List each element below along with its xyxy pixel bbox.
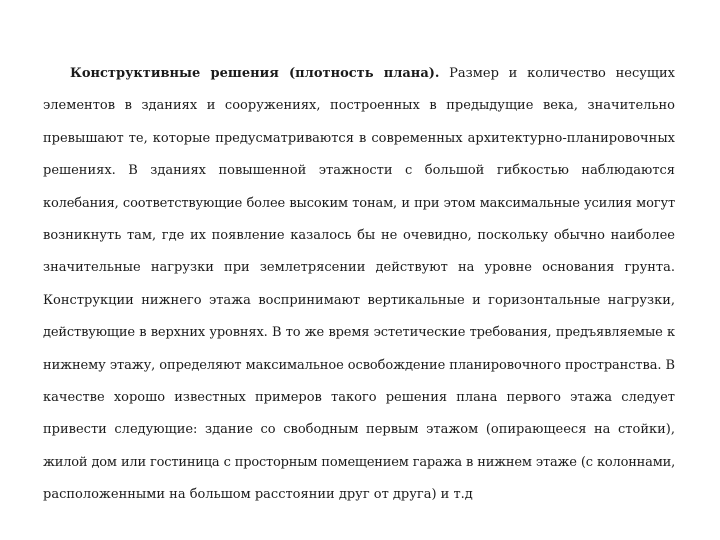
text-line: качестве хорошо известных примеров такого решения плана первого этажа следует: [43, 389, 675, 405]
text-line: элементов в зданиях и сооружениях, построенных в предыдущие века, значительно: [43, 98, 675, 114]
text-line: Конструкции нижнего этажа воспринимают вертикальные и горизонтальные нагрузки,: [43, 292, 675, 308]
text-line: действующие в верхних уровнях. В то же время эстетические требования, предъявляемые к: [43, 325, 675, 341]
text-line: расположенными на большом расстоянии друг от друга) и т.д: [43, 487, 473, 503]
text-line: [43, 58, 675, 90]
text-line: превышают те, которые предусматриваются в современных архитектурно-планировочных: [43, 130, 675, 146]
text-line: нижнему этажу, определяют максимальное освобождение планировочного пространства. В: [43, 357, 675, 373]
text-line-rest: Размер и количество несущих: [439, 66, 675, 81]
text-line: возникнуть там, где их появление казалось бы не очевидно, поскольку обычно наиболее: [43, 227, 675, 243]
text-line: решениях. В зданиях повышенной этажности с большой гибкостью наблюдаются: [43, 163, 675, 179]
text-line: жилой дом или гостиница с просторным помещением гаража в нижнем этаже (с колоннами,: [43, 454, 675, 470]
text-line: значительные нагрузки при землетрясении действуют на уровне основания грунта.: [43, 260, 675, 276]
text-line: колебания, соответствующие более высоким тонам, и при этом максимальные усилия могут: [43, 195, 675, 211]
paragraph-lead: Конструктивные решения (плотность плана).: [70, 66, 440, 81]
text-line: привести следующие: здание со свободным первым этажом (опирающееся на стойки),: [43, 422, 675, 438]
body-paragraph: [43, 58, 675, 511]
